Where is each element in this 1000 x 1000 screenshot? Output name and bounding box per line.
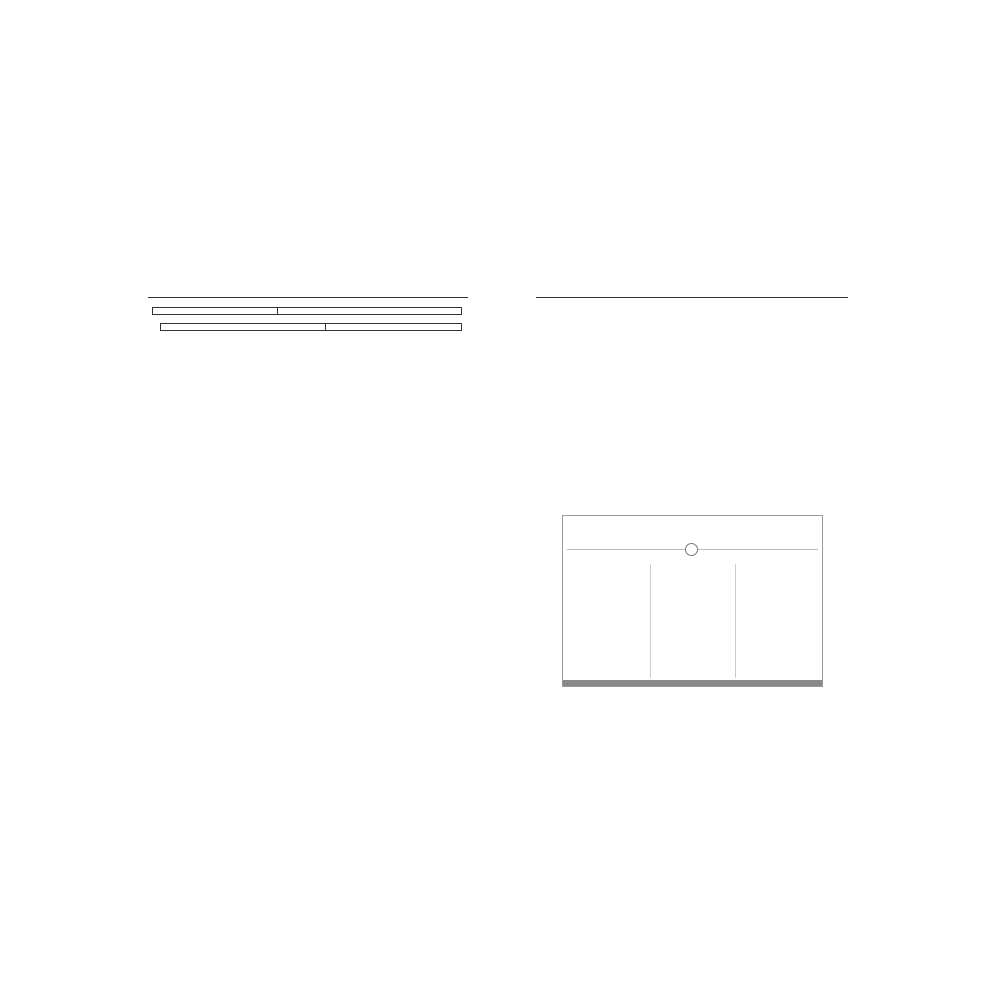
grammar-structure-table (562, 515, 823, 687)
ring-icon (685, 543, 698, 556)
right-running-header (536, 286, 848, 298)
left-page (148, 286, 468, 726)
column-divider (650, 564, 651, 678)
exercise-7-box (152, 307, 462, 315)
exercise-9-box (160, 323, 462, 331)
exercise-7 (148, 307, 468, 315)
exercise-9 (148, 323, 468, 331)
bottom-bar (563, 680, 822, 686)
left-running-header (148, 286, 468, 298)
column-divider (735, 564, 736, 678)
